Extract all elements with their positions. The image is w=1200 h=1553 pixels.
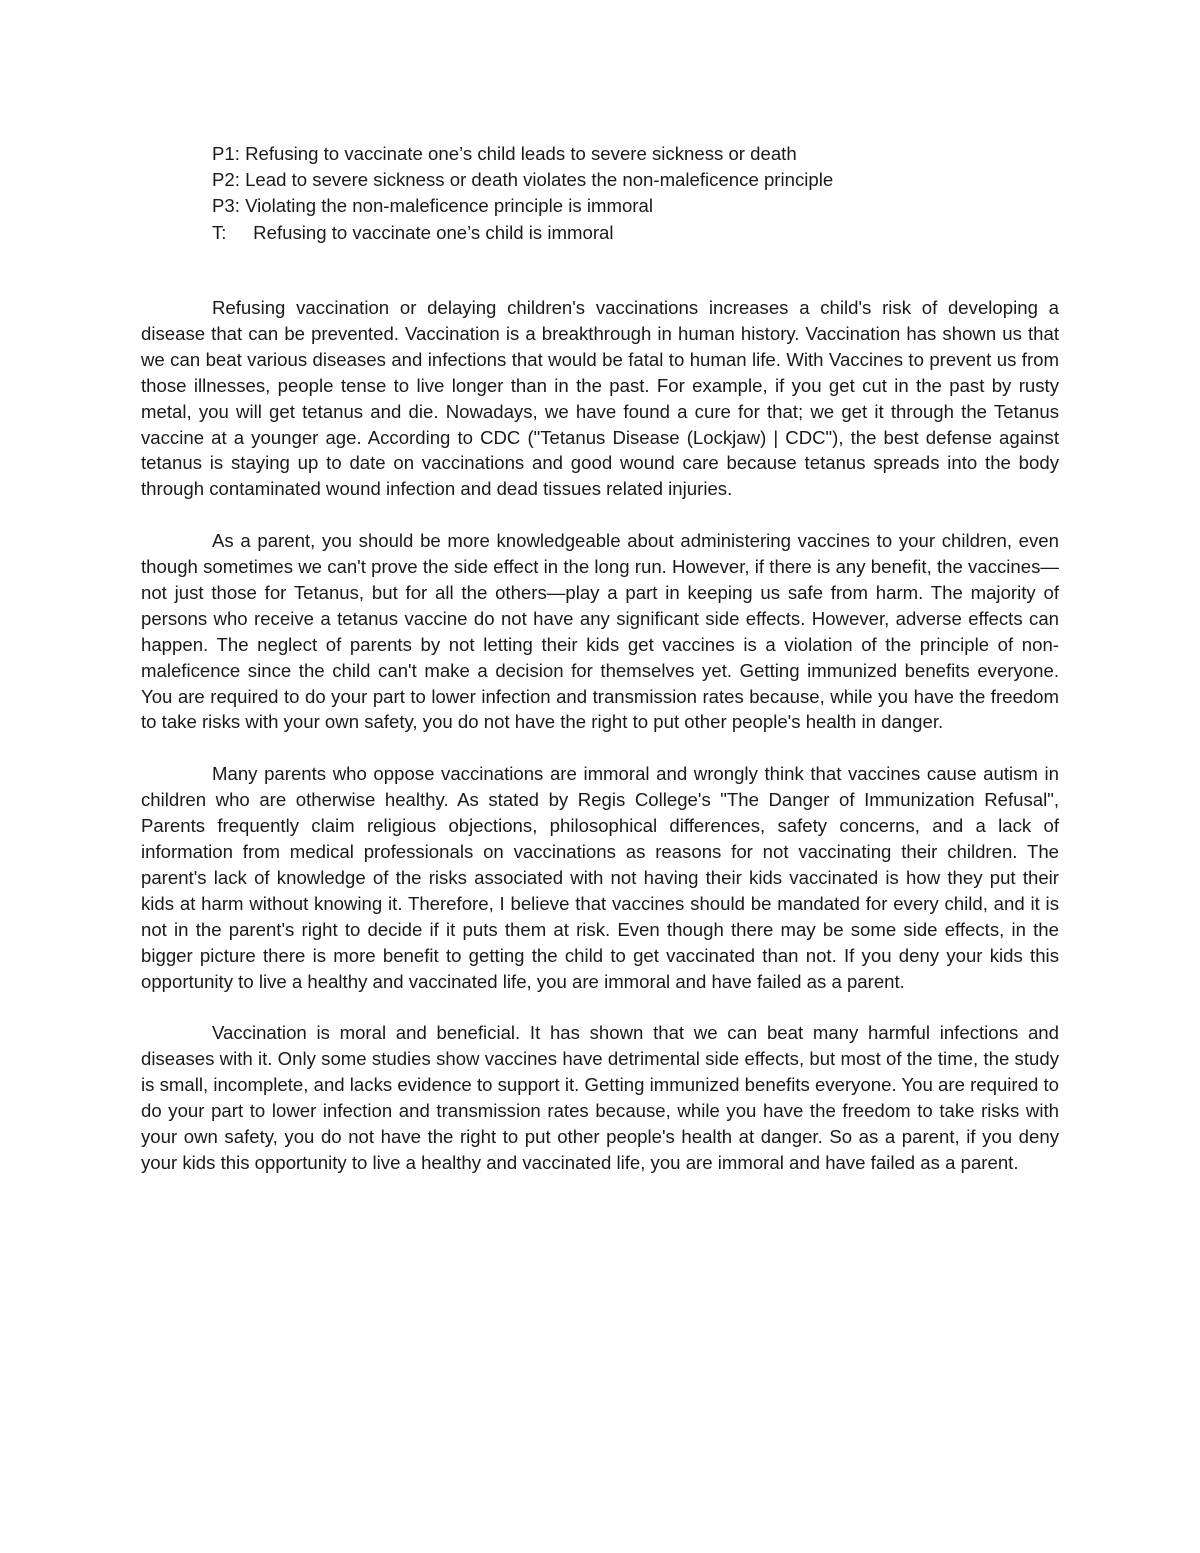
premise-2 [212,167,1072,193]
premise-label: P3: [212,195,240,217]
premise-label: P2: [212,169,240,191]
paragraph-1: Refusing vaccination or delaying children's vaccinations increases a child's risk of developing a disease that can be prevented. Vaccination is a breakthrough in human history. Vaccination has shown us that we can beat various diseases and infections that would be fatal to human life. With Vaccines to prevent us from those illnesses, people tense to live longer than in the past. For example, if you get cut in the past by rusty metal, you will get tetanus and die. Nowadays, we have found a cure for that; we get it through the Tetanus vaccine at a younger age. According to CDC ("Tetanus Disease (Lockjaw) | CDC"), the best defense against tetanus is staying up to date on vaccinations and good wound care because tetanus spreads into the body through contaminated wound infection and dead tissues related injuries. [141,297,1059,500]
premise-text: Refusing to vaccinate one’s child leads to severe sickness or death [245,143,797,164]
conclusion-label: T: [212,221,227,243]
argument-premises [212,141,1072,246]
paragraph-3: Many parents who oppose vaccinations are immoral and wrongly think that vaccines cause autism in children who are otherwise healthy. As stated by Regis College's "The Danger of Immunization Refusal", Parents frequently claim religious objections, philosophical differences, safety concerns, and a lack of information from medical professionals on vaccinations as reasons for not vaccinating their children. The parent's lack of knowledge of the risks associated with not having their kids vaccinated is how they put their kids at harm without knowing it. Therefore, I believe that vaccines should be mandated for every child, and it is not in the parent's right to decide if it puts them at risk. Even though there may be some side effects, in the bigger picture there is more benefit to getting the child to get vaccinated than not. If you deny your kids this opportunity to live a healthy and vaccinated life, you are immoral and have failed as a parent. [141,763,1059,992]
essay-body [141,295,1059,1176]
premise-1 [212,141,1072,167]
premise-text: Violating the non-maleficence principle is immoral [245,195,653,217]
premise-label: P1: [212,143,240,164]
conclusion [212,220,1072,246]
paragraph-4: Vaccination is moral and beneficial. It has shown that we can beat many harmful infections and diseases with it. Only some studies show vaccines have detrimental side effects, but most of the time, the study is small, incomplete, and lacks evidence to support it. Getting immunized benefits everyone. You are required to do your part to lower infection and transmission rates because, while you have the freedom to take risks with your own safety, you do not have the right to put other people's health at danger. So as a parent, if you deny your kids this opportunity to live a healthy and vaccinated life, you are immoral and have failed as a parent. [141,1022,1059,1173]
paragraph-2: As a parent, you should be more knowledgeable about administering vaccines to your children, even though sometimes we can't prove the side effect in the long run. However, if there is any benefit, the vaccines—not just those for Tetanus, but for all the others—play a part in keeping us safe from harm. The majority of persons who receive a tetanus vaccine do not have any significant side effects. However, adverse effects can happen. The neglect of parents by not letting their kids get vaccines is a violation of the principle of non-maleficence since the child can't make a decision for themselves yet. Getting immunized benefits everyone. You are required to do your part to lower infection and transmission rates because, while you have the freedom to take risks with your own safety, you do not have the right to put other people's health in danger. [141,530,1059,733]
conclusion-text: Refusing to vaccinate one’s child is immoral [253,221,614,243]
premise-text: Lead to severe sickness or death violates the non-maleficence principle [245,169,834,191]
premise-3 [212,193,1072,219]
